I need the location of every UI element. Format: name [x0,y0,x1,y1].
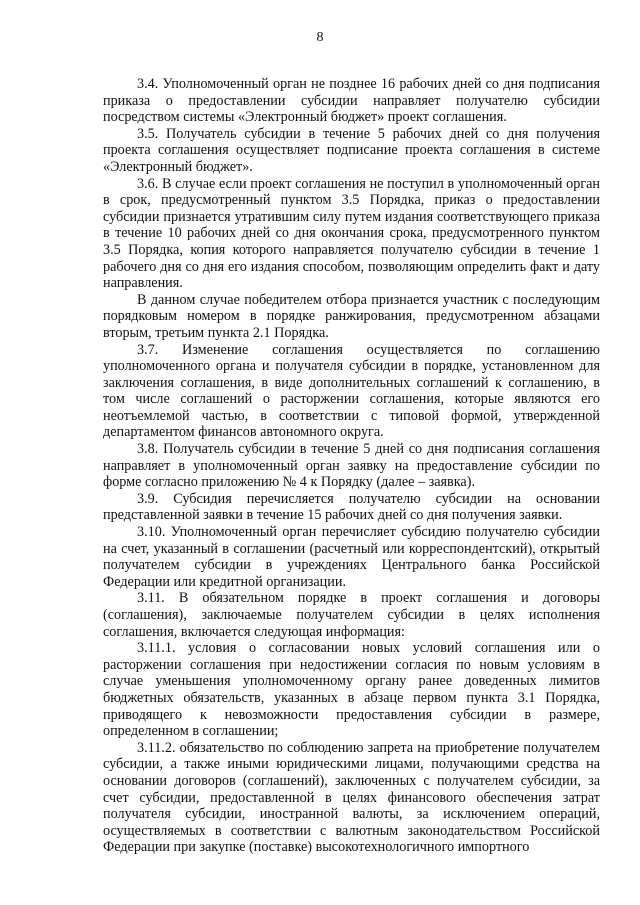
paragraph-3-5: 3.5. Получатель субсидии в течение 5 рабочих дней со дня получения проекта соглашения осуществляет подписание проекта соглашения в системе «Электронный бюджет». [103,125,600,175]
paragraph-3-6-continuation: В данном случае победителем отбора признается участник с последующим порядковым номером в порядке ранжирования, предусмотренном абзацами вторым, третьим пункта 2.1 Порядка. [103,291,600,341]
paragraph-3-9: 3.9. Субсидия перечисляется получателю субсидии на основании представленной заявки в течение 15 рабочих дней со дня получения заявки. [103,490,600,524]
paragraph-3-4: 3.4. Уполномоченный орган не позднее 16 рабочих дней со дня подписания приказа о предоставлении субсидии направляет получателю субсидии посредством системы «Электронный бюджет» проект соглашения. [103,76,600,126]
paragraph-3-10: 3.10. Уполномоченный орган перечисляет субсидию получателю субсидии на счет, указанный в соглашении (расчетный или корреспондентский), открытый получателем субсидии в учреждениях Центрального банка Российской Федерации или кредитной организации. [103,524,600,590]
paragraph-3-8: 3.8. Получатель субсидии в течение 5 дней со дня подписания соглашения направляет в уполномоченный орган заявку на предоставление субсидии по форме согласно приложению № 4 к Порядку (далее – заявка). [103,441,600,491]
paragraph-3-11: 3.11. В обязательном порядке в проект соглашения и договоры (соглашения), заключаемые получателем субсидии в целях исполнения соглашения, включается следующая информация: [103,590,600,640]
paragraph-3-6: 3.6. В случае если проект соглашения не поступил в уполномоченный орган в срок, предусмотренный пунктом 3.5 Порядка, приказ о предоставлении субсидии признается утратившим силу путем издания соответствующего приказа в течение 10 рабочих дней со дня окончания срока, предусмотренного пунктом 3.5 Порядка, копия которого направляется получателю субсидии в течение 1 рабочего дня со дня его издания способом, позволяющим определить факт и дату направления. [103,175,600,292]
paragraph-3-11-1: 3.11.1. условия о согласовании новых условий соглашения или о расторжении соглашения при недостижении согласия по новым условиям в случае уменьшения уполномоченному органу ранее доведенных лимитов бюджетных обязательств, указанных в абзаце первом пункта 3.1 Порядка, приводящего к невозможности предоставления субсидии в размере, определенном в соглашении; [103,640,600,740]
document-body [103,76,600,856]
paragraph-3-7: 3.7. Изменение соглашения осуществляется по соглашению уполномоченного органа и получателя субсидии в порядке, установленном для заключения соглашения, в виде дополнительных соглашений к соглашению, в том числе соглашений о расторжении соглашения, которые являются его неотъемлемой частью, в соответствии с типовой формой, утвержденной департаментом финансов автономного округа. [103,341,600,441]
page-number: 8 [316,30,324,45]
paragraph-3-11-2: 3.11.2. обязательство по соблюдению запрета на приобретение получателем субсидии, а также иными юридическими лицами, получающими средства на основании договоров (соглашений), заключенных с получателем субсидии, за счет субсидии, предоставленной в целях финансового обеспечения затрат получателя субсидии, иностранной валюты, за исключением операций, осуществляемых в соответствии с валютным законодательством Российской Федерации при закупке (поставке) высокотехнологичного импортного [103,739,600,856]
